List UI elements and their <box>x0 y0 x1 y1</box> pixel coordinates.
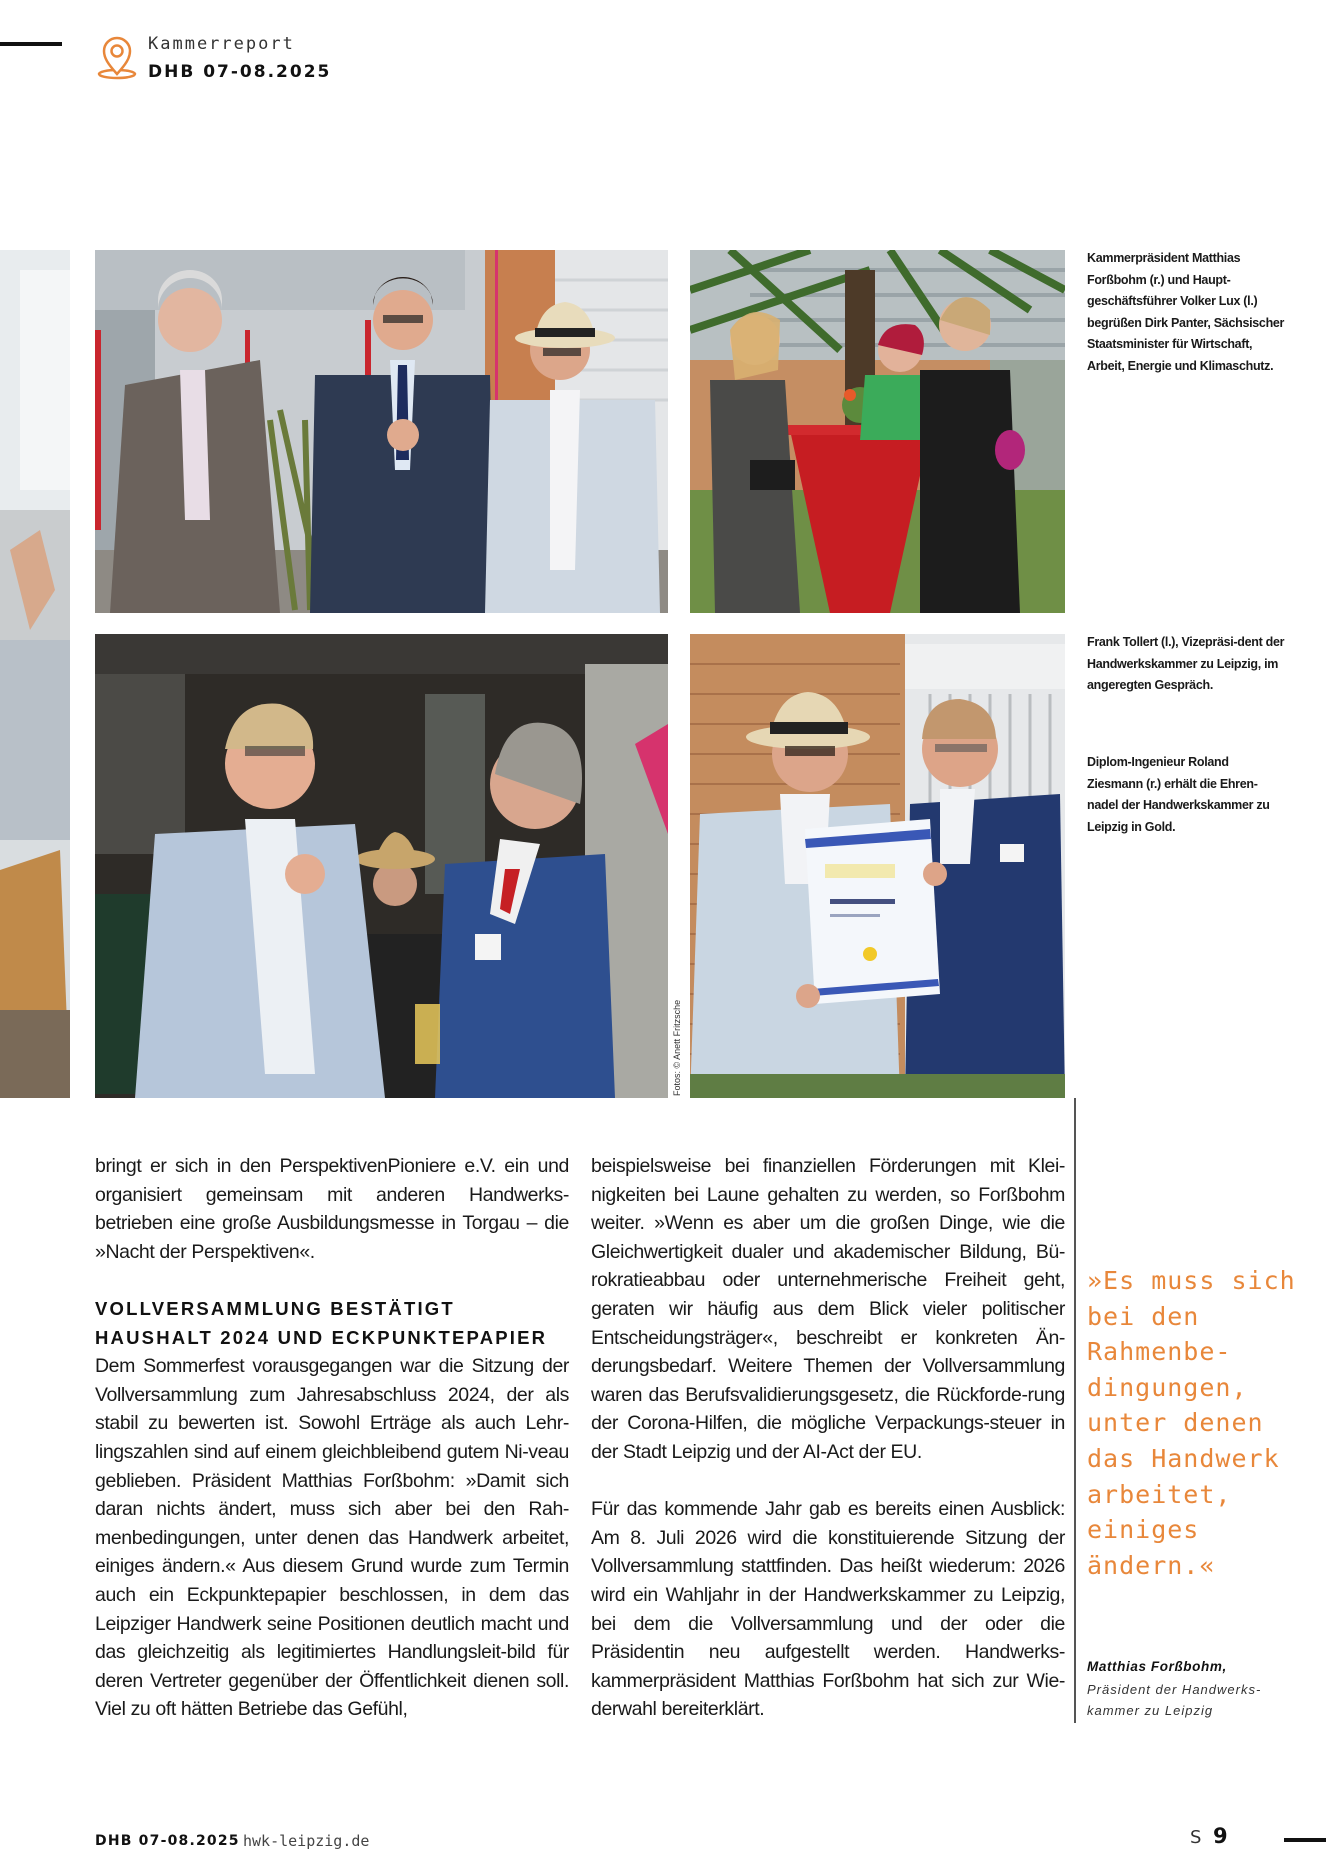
article-subhead-line2: HAUSHALT 2024 UND ECKPUNKTEPAPIER <box>95 1326 548 1348</box>
photo-women-at-table <box>690 250 1065 613</box>
caption-greeting: Kammerpräsident Matthias Forßbohm (r.) und Haupt-geschäftsführer Volker Lux (l.) begrüßen Dirk Panter, Sächsischer Staatsminister für Wirtschaft, Arbeit, Energie und Klimaschutz. <box>1087 251 1285 373</box>
location-pin-icon <box>96 36 138 80</box>
footer-issue: DHB 07-08.2025 <box>95 1833 240 1849</box>
article-column-left <box>95 1152 569 1724</box>
issue-label: DHB 07-08.2025 <box>148 62 332 82</box>
article-column-middle <box>591 1152 1065 1724</box>
footer-rule <box>1284 1838 1326 1842</box>
photo-edge-left <box>0 250 70 1098</box>
footer-website-link[interactable]: hwk-leipzig.de <box>243 1832 370 1850</box>
article-body-paragraph: Dem Sommerfest vorausgegangen war die Sitzung der Vollversammlung zum Jahresabschluss 2024, der als stabil zu bewerten ist. Sowohl Erträge als auch Lehr-lingszahlen sind auf einem gleichbleibend gutem Ni-veau geblieben. Präsident Matthias Forßbohm: »Damit sich daran nichts ändert, muss sich aber bei den Rah-menbedingungen, unter denen das Handwerk arbeitet, einiges ändern.« Aus diesem Grund wurde zum Termin auch ein Eckpunktepapier beschlossen, in dem das Leipziger Handwerk seine Positionen deutlich macht und das gleichzeitig als legitimiertes Handlungsleit-bild für deren Vertreter gegenüber der Öffentlichkeit dienen soll. Viel zu oft hätten Betriebe das Gefühl, <box>95 1355 569 1721</box>
section-kicker: Kammerreport <box>148 34 295 54</box>
pull-quote: »Es muss sich bei den Rahmenbe-dingungen, unter denen das Handwerk arbeitet, einiges ändern.« <box>1087 1266 1296 1580</box>
photo-award-certificate <box>690 634 1065 1098</box>
article-paragraph-themes: beispielsweise bei finanziellen Förderungen mit Klei-nigkeiten bei Laune gehalten zu werden, so Forßbohm weiter. »Wenn es aber um die großen Dinge, wie die Gleichwertigkeit dualer und akademischer Bildung, Bü-rokratieabbau oder unternehmerische Freiheit geht, geraten wir häufig aus dem Blick vieler politischer Entscheidungsträger«, beschreibt er konkreten Än-derungsbedarf. Weitere Themen der Vollversammlung waren das Berufsvalidierungsgesetz, die Rückforde-rung der Corona-Hilfen, die mögliche Verpackungs-steuer in der Stadt Leipzig und der AI-Act der EU. <box>591 1155 1065 1463</box>
quote-author: Matthias Forßbohm, <box>1087 1659 1227 1674</box>
caption-award: Diplom-Ingenieur Roland Ziesmann (r.) erhält die Ehren-nadel der Handwerkskammer zu Leipzig in Gold. <box>1087 755 1270 834</box>
page-prefix: S <box>1190 1827 1202 1848</box>
page-number: 9 <box>1213 1824 1228 1848</box>
article-paragraph-outlook: Für das kommende Jahr gab es bereits einen Ausblick: Am 8. Juli 2026 wird die konstituierende Sitzung der Vollversammlung stattfinden. Das heißt wiederum: 2026 wird ein Wahljahr in der Handwerkskammer zu Leipzig, bei dem die Vollversammlung und der oder die Präsidentin neu aufgestellt werden. Handwerks-kammerpräsident Matthias Forßbohm hat sich zur Wie-derwahl bereiterklärt. <box>591 1498 1065 1721</box>
column-divider <box>1074 1098 1076 1723</box>
quote-author-role: Präsident der Handwerks-kammer zu Leipzig <box>1087 1682 1262 1718</box>
photo-greeting-three-men <box>95 250 668 613</box>
article-intro: bringt er sich in den PerspektivenPioniere e.V. ein und organisiert gemeinsam mit anderen Handwerks-betrieben eine große Ausbildungsmesse in Torgau – die »Nacht der Perspektiven«. <box>95 1155 569 1263</box>
caption-conversation: Frank Tollert (l.), Vizepräsi-dent der Handwerkskammer zu Leipzig, im angeregten Gespräch. <box>1087 635 1285 692</box>
header-rule <box>0 42 62 46</box>
article-subhead-line1: VOLLVERSAMMLUNG BESTÄTIGT <box>95 1297 455 1319</box>
photo-conversation-two-men <box>95 634 668 1098</box>
photo-credit: Fotos: © Anett Fritzsche <box>672 999 682 1096</box>
